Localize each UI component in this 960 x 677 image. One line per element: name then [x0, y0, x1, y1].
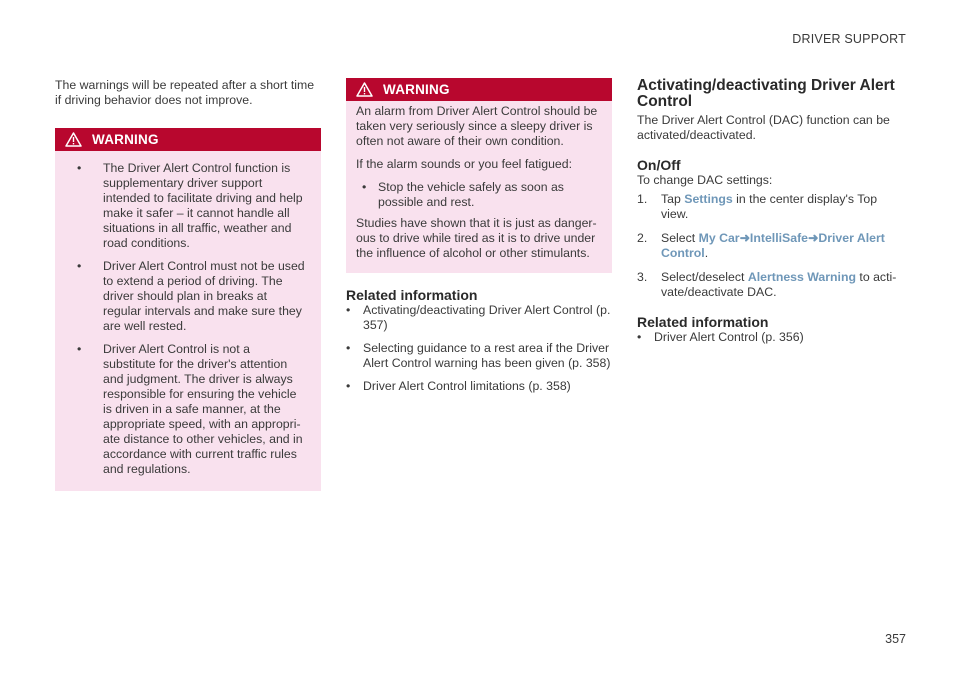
warning-paragraph: If the alarm sounds or you feel fatigued: — [356, 157, 573, 171]
step-3 — [637, 270, 907, 300]
arrow-right-icon: ➜ — [808, 231, 819, 245]
section-header: DRIVER SUPPORT — [792, 32, 906, 46]
warning-bar — [55, 128, 321, 151]
warning-item: • The Driver Alert Control function is supplementary driver support intended to facilitate driving and help make it safer – it cannot handle all situations in all traffic, weather and road conditions. — [71, 161, 305, 251]
warning-paragraph: Studies have shown that it is just as dangerous to drive while tired as it is to drive under the influence of alcohol or other stimulants. — [356, 216, 597, 260]
section-title: Activating/deactivating Driver Alert Control — [637, 77, 895, 110]
step-number: 1. — [637, 192, 648, 206]
warning-list — [71, 161, 305, 477]
step-2 — [637, 231, 907, 261]
warning-item: • Stop the vehicle safely as soon as possible and rest. — [356, 180, 598, 210]
step-text: to activate/deactivate DAC. — [661, 270, 897, 299]
step-number: 3. — [637, 270, 648, 284]
warning-list — [356, 180, 598, 210]
page-number: 357 — [885, 632, 906, 646]
settings-menu-label: Settings — [684, 192, 733, 206]
warning-paragraph: An alarm from Driver Alert Control should be taken very seriously since a sleepy driver is often not aware of their own condition. — [356, 104, 598, 148]
related-link[interactable]: • Driver Alert Control limitations (p. 358) — [346, 379, 612, 394]
warning-body — [55, 151, 321, 491]
related-link[interactable]: • Selecting guidance to a rest area if the Driver Alert Control warning has been given (p. 358) — [346, 341, 612, 371]
intro-paragraph: The warnings will be repeated after a short time if driving behavior does not improve. — [55, 78, 315, 107]
warning-body — [346, 101, 612, 273]
related-link[interactable]: • Driver Alert Control (p. 356) — [637, 330, 907, 345]
related-info-list — [637, 330, 907, 345]
section-intro: The Driver Alert Control (DAC) function can be activated/deactivated. — [637, 113, 890, 142]
driver-alert-control-menu-label: Driver Alert Control — [661, 231, 885, 260]
step-text: Select/deselect — [661, 270, 748, 284]
warning-bar — [346, 78, 612, 101]
on-off-intro: To change DAC settings: — [637, 173, 773, 187]
alertness-warning-label: Alertness Warning — [747, 270, 856, 284]
warning-title: WARNING — [383, 82, 450, 97]
step-text: Select — [661, 231, 699, 245]
intellisafe-menu-label: IntelliSafe — [749, 231, 809, 245]
step-text: Tap — [661, 192, 685, 206]
warning-box-1 — [55, 128, 321, 491]
step-text: . — [704, 246, 709, 260]
column-1 — [55, 78, 321, 491]
warning-item: • Driver Alert Control must not be used to extend a period of driving. The driver should plan in breaks at regular intervals and make sure they are well rested. — [71, 259, 305, 334]
on-off-heading: On/Off — [637, 157, 681, 173]
related-link[interactable]: • Activating/deactivating Driver Alert Control (p. 357) — [346, 303, 612, 333]
column-3 — [637, 78, 907, 353]
my-car-menu-label: My Car — [698, 231, 740, 245]
related-info-heading: Related information — [637, 314, 769, 330]
warning-triangle-icon — [65, 132, 82, 147]
arrow-right-icon: ➜ — [739, 231, 750, 245]
step-1 — [637, 192, 907, 222]
warning-item: • Driver Alert Control is not a substitute for the driver's attention and judgment. The driver is always responsible for ensuring the vehicle is driven in a safe manner, at the appropriate speed, with an appropriate distance to other vehicles, and in accordance with current traffic rules and regulations. — [71, 342, 305, 477]
related-info-list — [346, 303, 612, 394]
steps-list — [637, 192, 907, 300]
related-info-heading: Related information — [346, 287, 478, 303]
warning-box-2 — [346, 78, 612, 273]
warning-title: WARNING — [92, 132, 159, 147]
warning-triangle-icon — [356, 82, 373, 97]
step-text: in the center display's Top view. — [661, 192, 878, 221]
column-2 — [346, 78, 612, 402]
step-number: 2. — [637, 231, 648, 245]
